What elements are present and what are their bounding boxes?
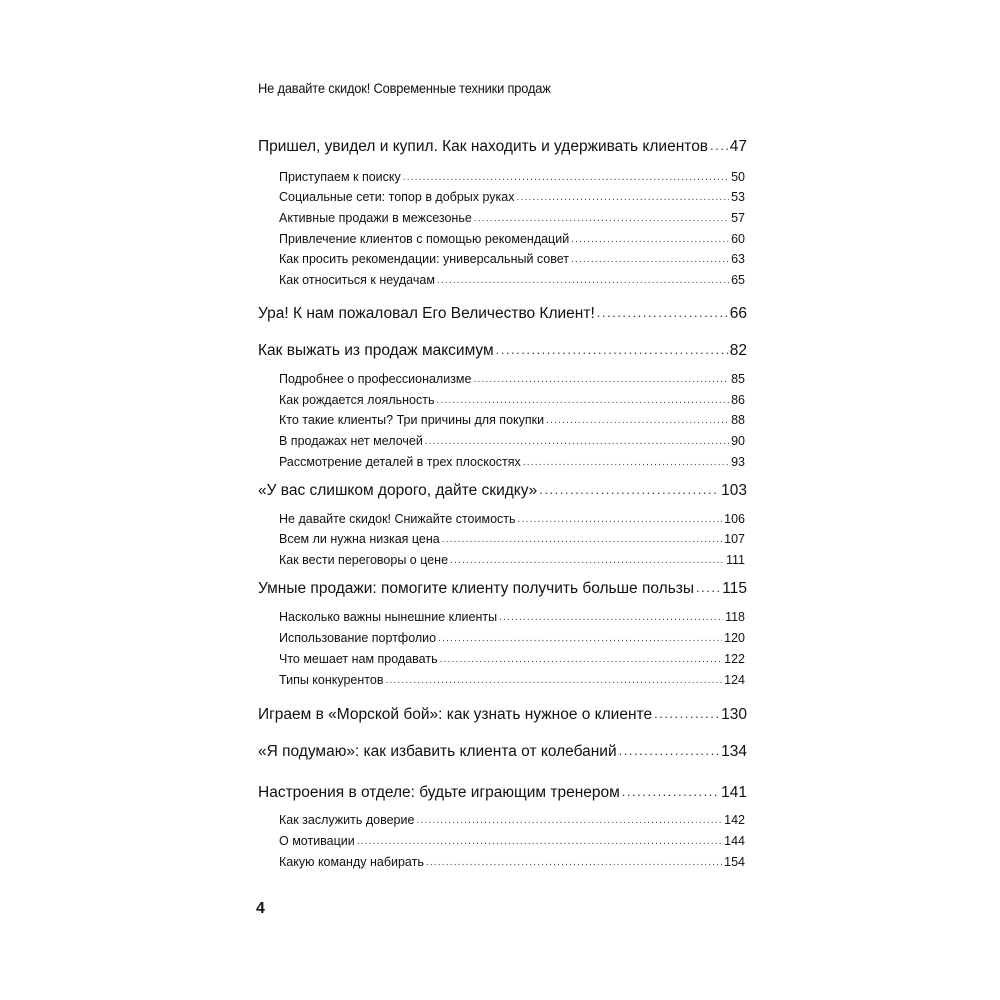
chapter-page: 66 (729, 305, 747, 322)
section-title: Социальные сети: топор в добрых руках (279, 190, 515, 204)
toc-section (279, 252, 745, 266)
toc-section (279, 413, 745, 427)
section-title: Типы конкурентов (279, 673, 384, 687)
section-page: 111 (725, 553, 745, 567)
dot-leader (442, 534, 722, 545)
section-page: 106 (724, 512, 745, 526)
toc-chapter (258, 138, 747, 156)
section-page: 144 (724, 834, 745, 848)
toc-chapter (258, 482, 747, 500)
chapter-page: 130 (721, 706, 747, 723)
table-of-contents (258, 0, 747, 1000)
section-title: Всем ли нужна низкая цена (279, 532, 440, 546)
section-title: Не давайте скидок! Снижайте стоимость (279, 512, 516, 526)
dot-leader (474, 213, 729, 224)
toc-section (279, 372, 745, 386)
chapter-page: 47 (729, 138, 747, 155)
dot-leader (437, 275, 729, 286)
dot-leader (571, 234, 729, 245)
toc-section (279, 631, 745, 645)
dot-leader (438, 633, 722, 644)
section-title: Какую команду набирать (279, 855, 424, 869)
section-title: Как относиться к неудачам (279, 273, 435, 287)
section-page: 65 (731, 273, 745, 287)
dot-leader (539, 482, 719, 497)
chapter-title: «У вас слишком дорого, дайте скидку» (258, 482, 538, 499)
dot-leader (426, 857, 722, 868)
section-page: 120 (724, 631, 745, 645)
toc-chapter (258, 342, 747, 360)
dot-leader (473, 374, 729, 385)
chapter-page: 115 (722, 580, 747, 597)
dot-leader (450, 555, 724, 566)
dot-leader (499, 612, 723, 623)
section-title: Что мешает нам продавать (279, 652, 438, 666)
chapter-title: Пришел, увидел и купил. Как находить и удерживать клиентов (258, 138, 709, 155)
toc-section (279, 834, 745, 848)
dot-leader (523, 457, 729, 468)
chapter-title: «Я подумаю»: как избавить клиента от колебаний (258, 743, 617, 760)
section-page: 90 (731, 434, 745, 448)
section-page: 86 (731, 393, 745, 407)
section-page: 154 (724, 855, 745, 869)
dot-leader (710, 138, 728, 153)
section-title: Привлечение клиентов с помощью рекомендаций (279, 232, 570, 246)
section-page: 88 (731, 413, 745, 427)
section-title: О мотивации (279, 834, 355, 848)
toc-section (279, 610, 745, 624)
section-page: 57 (731, 211, 745, 225)
toc-section (279, 232, 745, 246)
section-page: 50 (731, 170, 745, 184)
section-title: В продажах нет мелочей (279, 434, 423, 448)
dot-leader (496, 342, 728, 357)
section-title: Активные продажи в межсезонье (279, 211, 472, 225)
chapter-page: 134 (721, 743, 747, 760)
section-page: 122 (724, 652, 745, 666)
chapter-title: Умные продажи: помогите клиенту получить больше пользы (258, 580, 695, 597)
toc-section (279, 532, 745, 546)
section-page: 85 (731, 372, 745, 386)
toc-section (279, 455, 745, 469)
section-title: Рассмотрение деталей в трех плоскостях (279, 455, 521, 469)
section-title: Кто такие клиенты? Три причины для покупки (279, 413, 545, 427)
toc-section (279, 652, 745, 666)
section-page: 60 (731, 232, 745, 246)
dot-leader (385, 675, 722, 686)
chapter-title: Ура! К нам пожаловал Его Величество Клиент! (258, 305, 595, 322)
toc-section (279, 813, 745, 827)
dot-leader (619, 743, 720, 758)
toc-section (279, 170, 745, 184)
dot-leader (416, 815, 722, 826)
section-page: 53 (731, 190, 745, 204)
section-page: 93 (731, 455, 745, 469)
dot-leader (517, 192, 730, 203)
section-page: 107 (724, 532, 745, 546)
section-page: 118 (725, 610, 745, 624)
toc-chapter (258, 706, 747, 724)
dot-leader (622, 784, 719, 799)
dot-leader (357, 836, 722, 847)
section-title: Подробнее о профессионализме (279, 372, 472, 386)
toc-section (279, 512, 745, 526)
toc-section (279, 855, 745, 869)
section-title: Как рождается лояльность (279, 393, 435, 407)
chapter-title: Как выжать из продаж максимум (258, 342, 494, 359)
section-title: Как заслужить доверие (279, 813, 415, 827)
dot-leader (571, 254, 729, 265)
section-page: 142 (724, 813, 745, 827)
dot-leader (436, 395, 729, 406)
dot-leader (440, 654, 723, 665)
toc-chapter (258, 743, 747, 761)
section-page: 63 (731, 252, 745, 266)
dot-leader (546, 415, 729, 426)
toc-chapter (258, 784, 747, 802)
toc-section (279, 393, 745, 407)
chapter-page: 141 (721, 784, 747, 801)
toc-section (279, 211, 745, 225)
toc-section (279, 553, 745, 567)
toc-section (279, 673, 745, 687)
toc-chapter (258, 580, 747, 598)
dot-leader (654, 706, 719, 721)
page-number: 4 (256, 900, 265, 917)
running-title: Не давайте скидок! Современные техники продаж (258, 80, 551, 96)
toc-section (279, 273, 745, 287)
section-page: 124 (724, 673, 745, 687)
chapter-title: Играем в «Морской бой»: как узнать нужное о клиенте (258, 706, 653, 723)
section-title: Как просить рекомендации: универсальный совет (279, 252, 570, 266)
dot-leader (403, 172, 729, 183)
chapter-title: Настроения в отделе: будьте играющим тренером (258, 784, 620, 801)
section-title: Приступаем к поиску (279, 170, 401, 184)
section-title: Использование портфолио (279, 631, 437, 645)
chapter-page: 103 (721, 482, 747, 499)
dot-leader (597, 305, 728, 320)
toc-section (279, 190, 745, 204)
dot-leader (425, 436, 729, 447)
chapter-page: 82 (729, 342, 747, 359)
section-title: Как вести переговоры о цене (279, 553, 449, 567)
dot-leader (696, 580, 720, 595)
toc-section (279, 434, 745, 448)
toc-chapter (258, 305, 747, 323)
dot-leader (518, 514, 723, 525)
section-title: Насколько важны нынешние клиенты (279, 610, 498, 624)
